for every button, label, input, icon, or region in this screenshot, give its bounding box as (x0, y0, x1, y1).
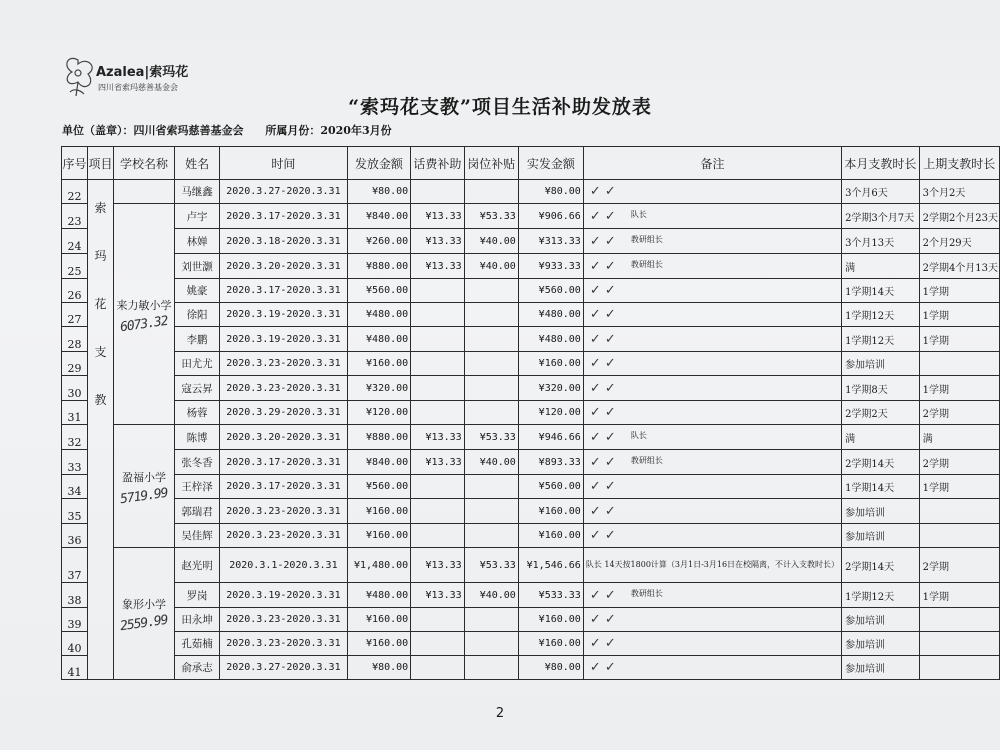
row-number: 37 (62, 548, 88, 583)
actual-amount: ¥80.00 (518, 180, 583, 204)
phone-subsidy: ¥13.33 (411, 450, 464, 475)
teacher-name: 郭瑞君 (174, 499, 219, 524)
phone-subsidy (411, 608, 464, 632)
amount: ¥480.00 (347, 303, 411, 327)
last-term-duration (919, 524, 999, 548)
last-term-duration: 2学期 (919, 548, 999, 583)
checkmark-icon: ✓ ✓ (589, 612, 616, 627)
this-month-duration: 1学期14天 (842, 475, 920, 499)
teacher-name: 姚豪 (174, 279, 219, 303)
this-month-duration: 参加培训 (842, 608, 920, 632)
actual-amount: ¥160.00 (518, 524, 583, 548)
remark-cell (583, 401, 841, 425)
last-term-duration: 2个月29天 (919, 229, 999, 254)
actual-amount: ¥533.33 (518, 583, 583, 608)
this-month-duration: 1学期8天 (842, 376, 920, 401)
project-char: 索 (94, 201, 107, 215)
teacher-name: 卢宇 (174, 204, 219, 229)
remark-cell (583, 583, 841, 608)
last-term-duration: 1学期 (919, 279, 999, 303)
this-month-duration: 2学期3个月7天 (842, 204, 920, 229)
actual-amount: ¥933.33 (518, 254, 583, 279)
amount: ¥1,480.00 (347, 548, 411, 583)
actual-amount: ¥480.00 (518, 303, 583, 327)
last-term-duration: 1学期 (919, 583, 999, 608)
phone-subsidy (411, 303, 464, 327)
actual-amount: ¥160.00 (518, 499, 583, 524)
table-row (62, 425, 1000, 450)
period: 2020.3.17-2020.3.31 (220, 450, 347, 475)
school-name: 象形小学 (121, 598, 166, 611)
teacher-name: 寇云昇 (174, 376, 219, 401)
phone-subsidy (411, 180, 464, 204)
teacher-name: 田永坤 (174, 608, 219, 632)
teacher-name: 陈博 (174, 425, 219, 450)
remark-cell (583, 327, 841, 352)
actual-amount: ¥160.00 (518, 608, 583, 632)
col-header-time: 时间 (220, 147, 347, 180)
remark-cell (583, 352, 841, 376)
amount: ¥80.00 (347, 656, 411, 680)
teacher-name: 田尤尤 (174, 352, 219, 376)
post-subsidy: ¥53.33 (464, 204, 518, 229)
checkmark-icon: ✓ ✓ (589, 184, 616, 199)
amount: ¥880.00 (347, 254, 411, 279)
col-header-no: 序号 (62, 147, 88, 180)
col-header-amount: 发放金额 (347, 147, 411, 180)
school-name: 来力敏小学 (116, 298, 172, 312)
phone-subsidy: ¥13.33 (411, 583, 464, 608)
period: 2020.3.23-2020.3.31 (220, 352, 347, 376)
checkmark-icon: ✓ ✓ (589, 307, 616, 322)
post-subsidy (464, 524, 518, 548)
last-term-duration: 1学期 (919, 327, 999, 352)
handwritten-total: 5719.99 (119, 485, 169, 507)
row-number: 30 (62, 376, 88, 401)
project-char: 花 (94, 297, 107, 311)
actual-amount: ¥480.00 (518, 327, 583, 352)
project-char: 支 (94, 345, 107, 359)
table-row (62, 401, 1000, 425)
handwritten-total: 6073.32 (119, 313, 169, 335)
actual-amount: ¥80.00 (518, 656, 583, 680)
period: 2020.3.27-2020.3.31 (220, 180, 347, 204)
last-term-duration (919, 656, 999, 680)
remark-text: 教研组长 (630, 589, 663, 598)
school-name: 盈福小学 (121, 470, 166, 484)
checkmark-icon: ✓ ✓ (589, 233, 616, 249)
period: 2020.3.19-2020.3.31 (220, 583, 347, 608)
actual-amount: ¥313.33 (518, 229, 583, 254)
col-header-last-term: 上期支教时长 (919, 147, 999, 180)
checkmark-icon: ✓ ✓ (589, 429, 616, 445)
amount: ¥840.00 (347, 450, 411, 475)
meta-line (62, 122, 410, 138)
checkmark-icon: ✓ ✓ (589, 636, 616, 651)
teacher-name: 徐阳 (174, 303, 219, 327)
amount: ¥160.00 (347, 608, 411, 632)
table-row (62, 524, 1000, 548)
post-subsidy (464, 376, 518, 401)
this-month-duration: 1学期12天 (842, 303, 920, 327)
checkmark-icon: ✓ ✓ (589, 208, 616, 224)
amount: ¥480.00 (347, 327, 411, 352)
period: 2020.3.20-2020.3.31 (220, 254, 347, 279)
remark-cell (583, 450, 841, 475)
table-row (62, 656, 1000, 680)
row-number: 33 (62, 450, 88, 475)
allowance-table (61, 146, 1000, 680)
remark-cell (583, 180, 841, 204)
this-month-duration: 参加培训 (842, 499, 920, 524)
post-subsidy (464, 303, 518, 327)
header-row (62, 147, 1000, 180)
last-term-duration: 1学期 (919, 475, 999, 499)
post-subsidy (464, 352, 518, 376)
row-number: 35 (62, 499, 88, 524)
remark-cell (583, 279, 841, 303)
table-row (62, 303, 1000, 327)
col-header-school: 学校名称 (114, 147, 175, 180)
col-header-phone: 话费补助 (411, 147, 464, 180)
phone-subsidy: ¥13.33 (411, 548, 464, 583)
this-month-duration: 参加培训 (842, 656, 920, 680)
phone-subsidy (411, 327, 464, 352)
this-month-duration: 参加培训 (842, 352, 920, 376)
period: 2020.3.19-2020.3.31 (220, 303, 347, 327)
row-number: 25 (62, 254, 88, 279)
remark-cell (583, 475, 841, 499)
remark-cell (583, 608, 841, 632)
period: 2020.3.23-2020.3.31 (220, 499, 347, 524)
logo-name: Azalea|索玛花 (96, 65, 189, 80)
phone-subsidy (411, 376, 464, 401)
remark-cell (583, 656, 841, 680)
phone-subsidy (411, 279, 464, 303)
period: 2020.3.20-2020.3.31 (220, 425, 347, 450)
col-header-this-month: 本月支教时长 (842, 147, 920, 180)
phone-subsidy: ¥13.33 (411, 229, 464, 254)
table-row (62, 279, 1000, 303)
project-char: 教 (94, 393, 107, 407)
school-cell (114, 204, 175, 425)
period: 2020.3.23-2020.3.31 (220, 376, 347, 401)
phone-subsidy (411, 656, 464, 680)
last-term-duration: 2学期 (919, 450, 999, 475)
post-subsidy (464, 401, 518, 425)
teacher-name: 俞承志 (174, 656, 219, 680)
row-number: 32 (62, 425, 88, 450)
last-term-duration (919, 632, 999, 656)
table-row (62, 204, 1000, 229)
month-label: 所属月份：2020年3月份 (265, 124, 392, 137)
remark-text: 教研组长 (630, 260, 663, 269)
remark-cell: 队长 14天按1800计算（3月1日-3月16日在校隔离，不计入支教时长） (583, 548, 841, 583)
table-row (62, 376, 1000, 401)
period: 2020.3.17-2020.3.31 (220, 475, 347, 499)
amount: ¥160.00 (347, 352, 411, 376)
post-subsidy: ¥40.00 (464, 583, 518, 608)
table-row (62, 229, 1000, 254)
school-cell (114, 425, 175, 548)
remark-text: 教研组长 (630, 456, 663, 465)
remark-cell (583, 524, 841, 548)
row-number: 41 (62, 656, 88, 680)
unit-label: 单位（盖章）：四川省索玛慈善基金会 (62, 124, 244, 137)
post-subsidy (464, 180, 518, 204)
teacher-name: 马继鑫 (174, 180, 219, 204)
teacher-name: 孔茹楠 (174, 632, 219, 656)
actual-amount: ¥1,546.66 (518, 548, 583, 583)
project-char: 玛 (94, 249, 107, 263)
table-row (62, 180, 1000, 204)
post-subsidy (464, 608, 518, 632)
this-month-duration: 2学期14天 (842, 450, 920, 475)
post-subsidy: ¥40.00 (464, 229, 518, 254)
table-row (62, 352, 1000, 376)
row-number: 38 (62, 583, 88, 608)
table-row (62, 583, 1000, 608)
this-month-duration: 2学期14天 (842, 548, 920, 583)
actual-amount: ¥160.00 (518, 352, 583, 376)
teacher-name: 刘世灏 (174, 254, 219, 279)
post-subsidy: ¥40.00 (464, 254, 518, 279)
remark-text: 队长 (630, 210, 647, 219)
actual-amount: ¥946.66 (518, 425, 583, 450)
table-row (62, 254, 1000, 279)
table-row (62, 475, 1000, 499)
post-subsidy (464, 327, 518, 352)
project-cell (88, 180, 114, 680)
table-row (62, 632, 1000, 656)
actual-amount: ¥893.33 (518, 450, 583, 475)
table-row (62, 450, 1000, 475)
col-header-project: 项目 (88, 147, 114, 180)
remark-cell (583, 254, 841, 279)
remark-cell (583, 425, 841, 450)
amount: ¥560.00 (347, 279, 411, 303)
checkmark-icon: ✓ ✓ (589, 405, 616, 420)
teacher-name: 李鹏 (174, 327, 219, 352)
last-term-duration: 3个月2天 (919, 180, 999, 204)
this-month-duration: 参加培训 (842, 632, 920, 656)
checkmark-icon: ✓ ✓ (589, 479, 616, 494)
checkmark-icon: ✓ ✓ (589, 660, 616, 675)
last-term-duration: 1学期 (919, 376, 999, 401)
teacher-name: 罗岗 (174, 583, 219, 608)
checkmark-icon: ✓ ✓ (589, 356, 616, 371)
table-row (62, 548, 1000, 583)
period: 2020.3.23-2020.3.31 (220, 608, 347, 632)
remark-cell (583, 229, 841, 254)
last-term-duration (919, 352, 999, 376)
last-term-duration: 2学期2个月23天 (919, 204, 999, 229)
project-name-vertical (88, 180, 113, 424)
post-subsidy: ¥40.00 (464, 450, 518, 475)
table-row (62, 608, 1000, 632)
amount: ¥480.00 (347, 583, 411, 608)
last-term-duration: 2学期4个月13天 (919, 254, 999, 279)
remark-cell (583, 499, 841, 524)
last-term-duration: 1学期 (919, 303, 999, 327)
row-number: 36 (62, 524, 88, 548)
period: 2020.3.27-2020.3.31 (220, 656, 347, 680)
phone-subsidy: ¥13.33 (411, 204, 464, 229)
logo-subtitle: 四川省索玛慈善基金会 (98, 83, 178, 92)
post-subsidy: ¥53.33 (464, 425, 518, 450)
actual-amount: ¥160.00 (518, 632, 583, 656)
period: 2020.3.23-2020.3.31 (220, 632, 347, 656)
post-subsidy (464, 656, 518, 680)
amount: ¥880.00 (347, 425, 411, 450)
remark-text: 教研组长 (630, 235, 663, 244)
actual-amount: ¥560.00 (518, 475, 583, 499)
teacher-name: 吴佳辉 (174, 524, 219, 548)
teacher-name: 杨蓉 (174, 401, 219, 425)
checkmark-icon: ✓ ✓ (589, 528, 616, 543)
row-number: 34 (62, 475, 88, 499)
this-month-duration: 3个月6天 (842, 180, 920, 204)
last-term-duration: 满 (919, 425, 999, 450)
phone-subsidy (411, 524, 464, 548)
amount: ¥560.00 (347, 475, 411, 499)
checkmark-icon: ✓ ✓ (589, 503, 616, 519)
row-number: 26 (62, 279, 88, 303)
school-cell (114, 548, 175, 680)
phone-subsidy (411, 499, 464, 524)
this-month-duration: 1学期14天 (842, 279, 920, 303)
col-header-name: 姓名 (174, 147, 219, 180)
teacher-name: 张冬香 (174, 450, 219, 475)
last-term-duration (919, 608, 999, 632)
row-number: 40 (62, 632, 88, 656)
actual-amount: ¥906.66 (518, 204, 583, 229)
teacher-name: 赵光明 (174, 548, 219, 583)
table-row (62, 499, 1000, 524)
col-header-post: 岗位补贴 (464, 147, 518, 180)
amount: ¥160.00 (347, 499, 411, 524)
row-number: 23 (62, 204, 88, 229)
post-subsidy: ¥53.33 (464, 548, 518, 583)
this-month-duration: 2学期2天 (842, 401, 920, 425)
amount: ¥160.00 (347, 632, 411, 656)
remark-cell (583, 204, 841, 229)
amount: ¥160.00 (347, 524, 411, 548)
teacher-name: 林婵 (174, 229, 219, 254)
teacher-name: 王梓泽 (174, 475, 219, 499)
post-subsidy (464, 632, 518, 656)
row-number: 39 (62, 608, 88, 632)
row-number: 29 (62, 352, 88, 376)
row-number: 31 (62, 401, 88, 425)
amount: ¥260.00 (347, 229, 411, 254)
period: 2020.3.17-2020.3.31 (220, 204, 347, 229)
amount: ¥840.00 (347, 204, 411, 229)
page-number: 2 (495, 706, 505, 721)
this-month-duration: 参加培训 (842, 524, 920, 548)
phone-subsidy: ¥13.33 (411, 425, 464, 450)
actual-amount: ¥120.00 (518, 401, 583, 425)
checkmark-icon: ✓ ✓ (589, 380, 616, 396)
col-header-actual: 实发金额 (518, 147, 583, 180)
table-row (62, 327, 1000, 352)
actual-amount: ¥560.00 (518, 279, 583, 303)
this-month-duration: 1学期12天 (842, 583, 920, 608)
school-cell-empty (114, 180, 175, 204)
this-month-duration: 1学期12天 (842, 327, 920, 352)
phone-subsidy: ¥13.33 (411, 254, 464, 279)
period: 2020.3.29-2020.3.31 (220, 401, 347, 425)
row-number: 27 (62, 303, 88, 327)
table-body (62, 180, 1000, 680)
this-month-duration: 满 (842, 254, 920, 279)
checkmark-icon: ✓ ✓ (589, 587, 616, 603)
amount: ¥80.00 (347, 180, 411, 204)
remark-cell (583, 632, 841, 656)
checkmark-icon: ✓ ✓ (589, 331, 616, 347)
this-month-duration: 满 (842, 425, 920, 450)
remark-text: 队长 (630, 431, 647, 440)
row-number: 22 (62, 180, 88, 204)
last-term-duration: 2学期 (919, 401, 999, 425)
checkmark-icon: ✓ ✓ (589, 283, 616, 298)
period: 2020.3.17-2020.3.31 (220, 279, 347, 303)
row-number: 24 (62, 229, 88, 254)
page-title: “索玛花支教”项目生活补助发放表 (348, 96, 652, 118)
phone-subsidy (411, 352, 464, 376)
amount: ¥120.00 (347, 401, 411, 425)
period: 2020.3.19-2020.3.31 (220, 327, 347, 352)
phone-subsidy (411, 401, 464, 425)
remark-cell (583, 376, 841, 401)
actual-amount: ¥320.00 (518, 376, 583, 401)
amount: ¥320.00 (347, 376, 411, 401)
row-number: 28 (62, 327, 88, 352)
post-subsidy (464, 279, 518, 303)
post-subsidy (464, 475, 518, 499)
period: 2020.3.18-2020.3.31 (220, 229, 347, 254)
checkmark-icon: ✓ ✓ (589, 258, 616, 274)
period: 2020.3.1-2020.3.31 (220, 548, 347, 583)
period: 2020.3.23-2020.3.31 (220, 524, 347, 548)
remark-cell (583, 303, 841, 327)
checkmark-icon: ✓ ✓ (589, 454, 616, 470)
phone-subsidy (411, 475, 464, 499)
post-subsidy (464, 499, 518, 524)
handwritten-total: 2559.99 (119, 612, 169, 635)
last-term-duration (919, 499, 999, 524)
phone-subsidy (411, 632, 464, 656)
col-header-remark: 备注 (583, 147, 841, 180)
this-month-duration: 3个月13天 (842, 229, 920, 254)
